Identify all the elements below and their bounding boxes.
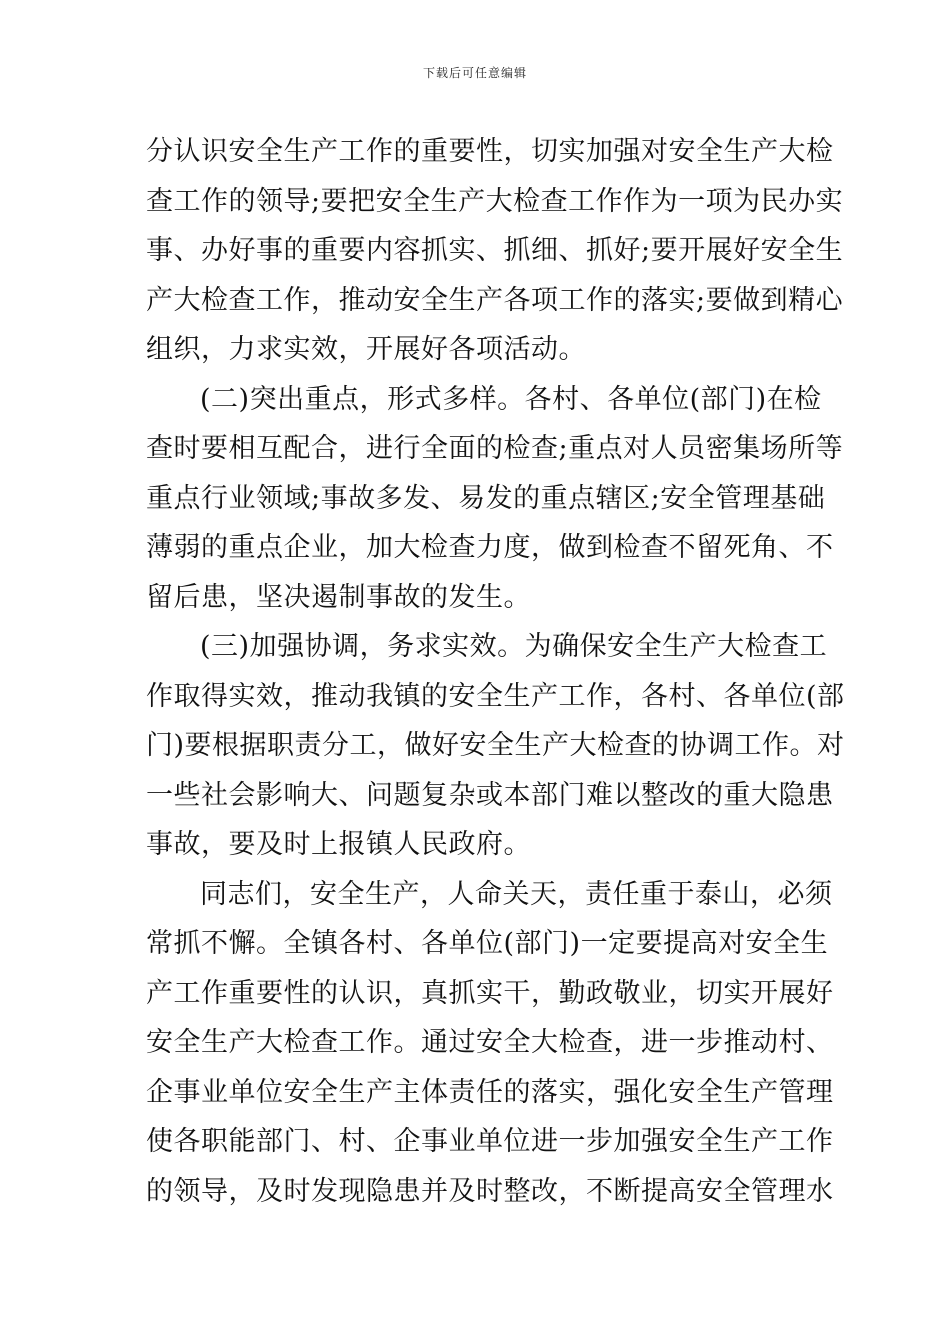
text-line: 查时要相互配合，进行全面的检查;重点对人员密集场所等 — [146, 433, 844, 464]
text-line: 分认识安全生产工作的重要性，切实加强对安全生产大检 — [146, 136, 834, 167]
paragraph-start-line: 同志们，安全生产，人命关天，责任重于泰山，必须 — [200, 878, 833, 910]
text-line: 的领导，及时发现隐患并及时整改，不断提高安全管理水 — [146, 1175, 834, 1207]
text-line: 薄弱的重点企业，加大检查力度，做到检查不留死角、不 — [146, 532, 834, 563]
paragraph-start-line: (三)加强协调，务求实效。为确保安全生产大检查工 — [200, 631, 828, 662]
text-line: 一些社会影响大、问题复杂或本部门难以整改的重大隐患 — [146, 779, 834, 811]
text-line: 使各职能部门、村、企事业单位进一步加强安全生产工作 — [146, 1126, 834, 1157]
page-header: 下载后可任意编辑 — [422, 66, 527, 80]
text-line: 事故，要及时上报镇人民政府。 — [146, 829, 531, 860]
document-body — [146, 127, 845, 1216]
text-line: 企事业单位安全生产主体责任的落实，强化安全生产管理 — [146, 1076, 834, 1108]
text-line: 安全生产大检查工作。通过安全大检查，进一步推动村、 — [146, 1027, 834, 1058]
text-line: 门)要根据职责分工，做好安全生产大检查的协调工作。对 — [146, 730, 845, 761]
text-line: 产工作重要性的认识，真抓实干，勤政敬业，切实开展好 — [146, 977, 834, 1009]
text-line: 产大检查工作，推动安全生产各项工作的落实;要做到精心 — [146, 284, 844, 316]
text-line: 查工作的领导;要把安全生产大检查工作作为一项为民办实 — [146, 185, 844, 217]
text-line: 事、办好事的重要内容抓实、抓细、抓好;要开展好安全生 — [146, 235, 844, 266]
text-line: 重点行业领域;事故多发、易发的重点辖区;安全管理基础 — [146, 482, 826, 514]
paragraph-start-line: (二)突出重点，形式多样。各村、各单位(部门)在检 — [200, 383, 822, 415]
text-line: 常抓不懈。全镇各村、各单位(部门)一定要提高对安全生 — [146, 928, 829, 959]
text-line: 留后患，坚决遏制事故的发生。 — [146, 581, 531, 613]
text-line: 作取得实效，推动我镇的安全生产工作，各村、各单位(部 — [146, 680, 845, 712]
text-line: 组织，力求实效，开展好各项活动。 — [146, 334, 586, 365]
